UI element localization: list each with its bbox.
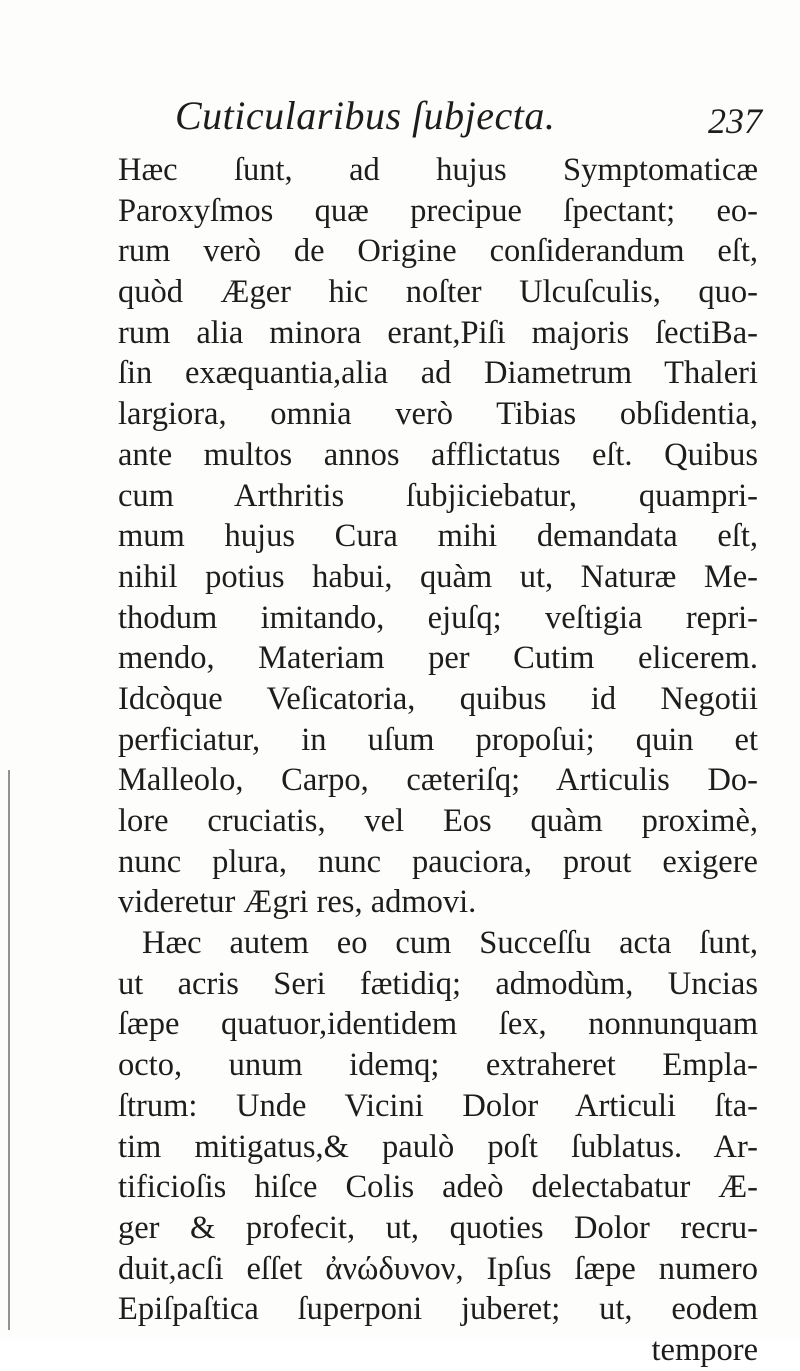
text-line: quòd Æger hic noſter Ulcuſculis, quo-: [118, 274, 758, 311]
text-line: thodum imitando, ejuſq; veſtigia repri-: [118, 599, 758, 636]
catchword: tempore: [651, 1331, 758, 1368]
text-line: ger & profecit, ut, quoties Dolor recru-: [118, 1209, 758, 1246]
text-line: nihil potius habui, quàm ut, Naturæ Me-: [118, 558, 758, 595]
text-line: tificioſis hiſce Colis adeò delectabatur Æ-: [118, 1169, 758, 1206]
paragraph-start-line: Hæc autem eo cum Succeſſu acta ſunt,: [142, 925, 758, 962]
text-line: perficiatur, in uſum propoſui; quin et: [118, 721, 758, 758]
text-line: rum alia minora erant,Piſi majoris ſectiBa-: [118, 314, 758, 351]
text-line: rum verò de Origine conſiderandum eſt,: [118, 233, 758, 270]
text-line: lore cruciatis, vel Eos quàm proximè,: [118, 803, 758, 839]
body-text: [118, 150, 758, 1371]
text-line: Idcòque Veſicatoria, quibus id Negotii: [118, 680, 758, 717]
text-line: ante multos annos afflictatus eſt. Quibus: [118, 436, 758, 473]
page-edge-line: [8, 770, 10, 1330]
text-line: nunc plura, nunc pauciora, prout exigere: [118, 843, 758, 880]
text-line: cum Arthritis ſubjiciebatur, quampri-: [118, 477, 758, 514]
text-line: mum hujus Cura mihi demandata eſt,: [118, 518, 758, 555]
text-line: Paroxyſmos quæ precipue ſpectant; eo-: [118, 192, 758, 229]
text-line: octo, unum idemq; extraheret Empla-: [118, 1047, 758, 1084]
text-line: duit,acſi eſſet ἀνώδυνον, Ipſus ſæpe numero: [118, 1250, 758, 1287]
text-line: ſæpe quatuor,identidem ſex, nonnunquam: [118, 1006, 758, 1043]
page-number: 237: [708, 101, 762, 141]
running-head: Cuticularibus ſubjecta.: [175, 93, 556, 138]
text-line: Malleolo, Carpo, cæteriſq; Articulis Do-: [118, 762, 758, 799]
text-line: ſin exæquantia,alia ad Diametrum Thaleri: [118, 355, 758, 392]
text-line: Epiſpaſtica ſuperponi juberet; ut, eodem: [118, 1291, 758, 1328]
text-line: ſtrum: Unde Vicini Dolor Articuli ſta-: [118, 1087, 758, 1124]
text-line: mendo, Materiam per Cutim elicerem.: [118, 640, 758, 677]
text-line: tim mitigatus,& paulò poſt ſublatus. Ar-: [118, 1128, 758, 1165]
text-line: Hæc ſunt, ad hujus Symptomaticæ: [118, 152, 758, 188]
text-line: ut acris Seri fætidiq; admodùm, Uncias: [118, 965, 758, 1002]
paragraph-end-line: videretur Ægri res, admovi.: [118, 884, 477, 921]
text-line: largiora, omnia verò Tibias obſidentia,: [118, 396, 758, 433]
